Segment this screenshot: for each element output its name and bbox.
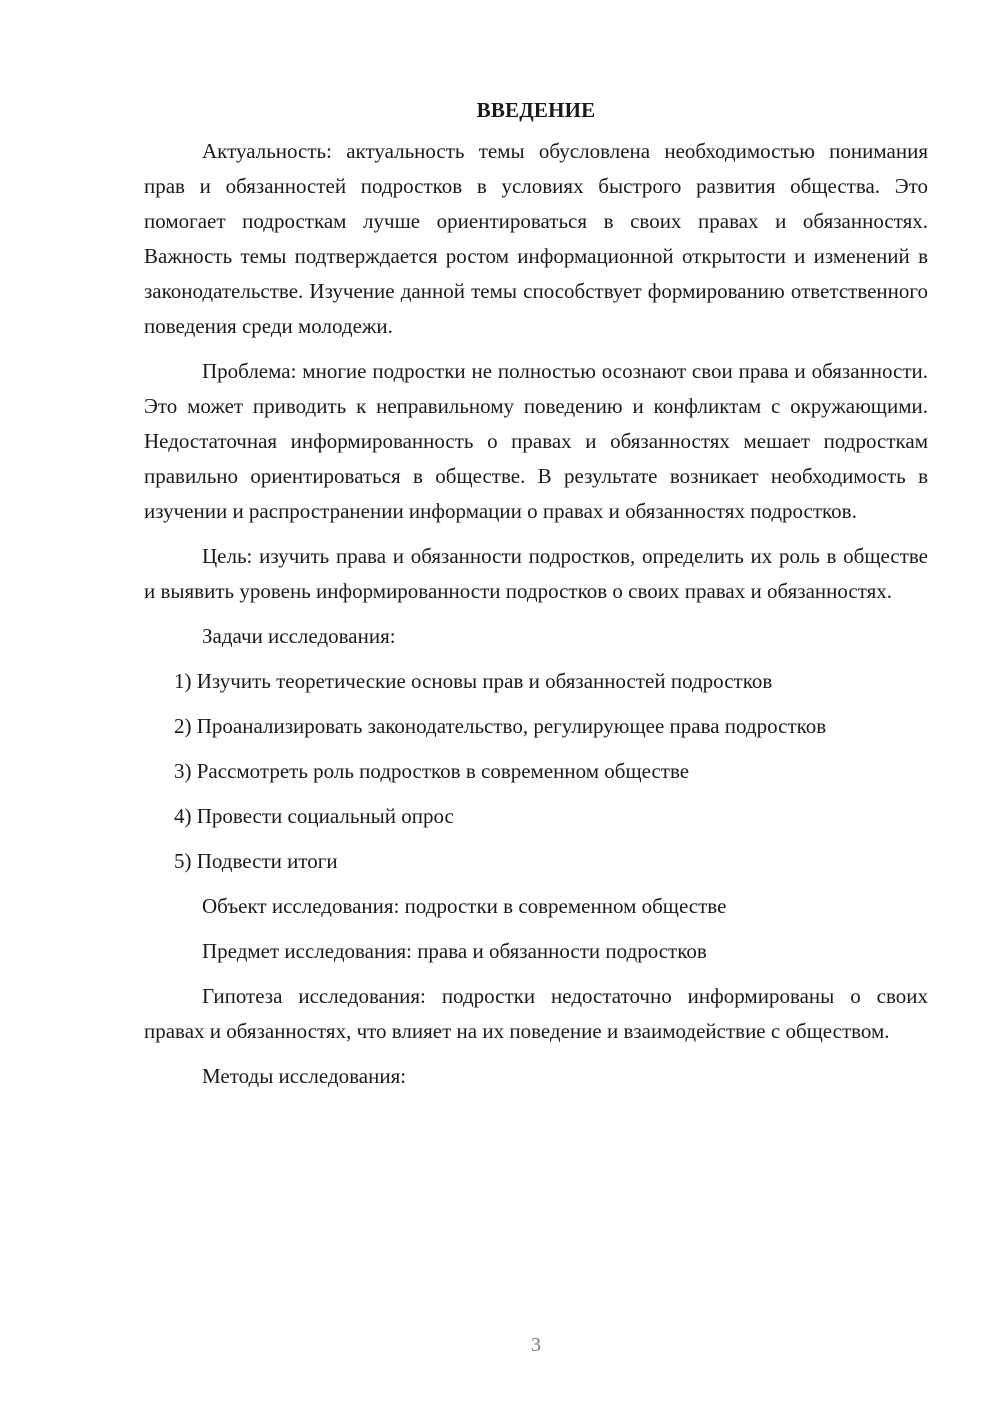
task-item-4: 4) Провести социальный опрос	[174, 804, 454, 828]
document-page	[144, 96, 928, 1094]
relevance-paragraph: Актуальность: актуальность темы обусловлена необходимостью понимания прав и обязанностей подростков в условиях быстрого развития общества. Это помогает подросткам лучше ориентироваться в своих правах и обязанностях. Важность темы подтверждается ростом информационной открытости и изменений в законодательстве. Изучение данной темы способствует формированию ответственного поведения среди молодежи.	[144, 139, 928, 338]
page-title: ВВЕДЕНИЕ	[476, 98, 596, 122]
hypothesis-paragraph: Гипотеза исследования: подростки недостаточно информированы о своих правах и обязанностях, что влияет на их поведение и взаимодействие с обществом.	[144, 984, 928, 1043]
task-item-5: 5) Подвести итоги	[174, 849, 338, 873]
task-item-3: 3) Рассмотреть роль подростков в современном обществе	[174, 759, 690, 783]
task-item-2: 2) Проанализировать законодательство, регулирующее права подростков	[174, 714, 827, 738]
page-number: 3	[531, 1334, 541, 1356]
subject-paragraph: Предмет исследования: права и обязанности подростков	[202, 939, 707, 963]
tasks-title: Задачи исследования:	[202, 624, 396, 648]
object-paragraph: Объект исследования: подростки в современном обществе	[202, 894, 727, 918]
task-item-1: 1) Изучить теоретические основы прав и обязанностей подростков	[174, 669, 773, 693]
goal-paragraph: Цель: изучить права и обязанности подростков, определить их роль в обществе и выявить уровень информированности подростков о своих правах и обязанностях.	[144, 544, 928, 603]
methods-title: Методы исследования:	[202, 1064, 407, 1088]
problem-paragraph: Проблема: многие подростки не полностью осознают свои права и обязанности. Это может приводить к неправильному поведению и конфликтам с окружающими. Недостаточная информированность о правах и обязанностях мешает подросткам правильно ориентироваться в обществе. В результате возникает необходимость в изучении и распространении информации о правах и обязанностях подростков.	[144, 359, 928, 523]
